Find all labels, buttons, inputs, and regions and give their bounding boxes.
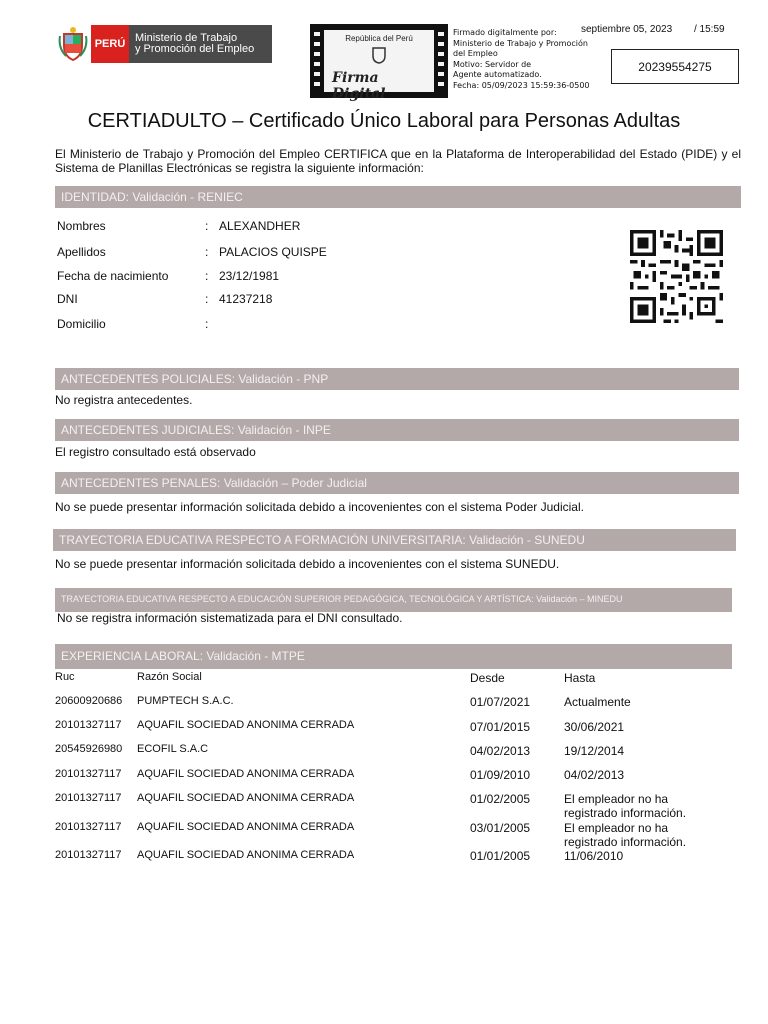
ministry-logo <box>55 24 272 64</box>
intro-paragraph: El Ministerio de Trabajo y Promoción del Empleo CERTIFICA que en la Plataforma de Interoperabilidad del Estado (PIDE) y el Sistema de Planillas Electrónicas se registra la siguiente información: <box>55 147 741 175</box>
criminal-section-text: No se puede presentar información solicitada debido a incovenientes con el sistema Poder Judicial. <box>55 500 584 514</box>
column-header-hasta: Hasta <box>564 671 596 685</box>
document-number: 20239554275 <box>611 49 739 84</box>
table-row-name: AQUAFIL SOCIEDAD ANONIMA CERRADA <box>137 768 355 780</box>
university-section-text: No se puede presentar información solicitada debido a incovenientes con el sistema SUNEDU. <box>55 557 560 571</box>
table-row-to: 11/06/2010 <box>564 849 624 863</box>
table-row-from: 01/01/2005 <box>470 849 531 863</box>
field-value-nombres: ALEXANDHER <box>219 219 301 233</box>
table-row-to: El empleador no ha registrado información. <box>564 821 687 849</box>
ministry-line-2: y Promoción del Empleo <box>135 43 255 55</box>
field-colon: : <box>205 292 209 306</box>
ministry-name <box>129 25 272 63</box>
field-colon: : <box>205 245 209 259</box>
field-label-birthdate: Fecha de nacimiento <box>57 269 169 283</box>
signature-line: Firmado digitalmente por: <box>453 28 557 37</box>
shield-icon <box>371 46 387 64</box>
table-row-to: 30/06/2021 <box>564 720 625 734</box>
field-colon: : <box>205 317 209 331</box>
signature-details <box>453 28 590 91</box>
table-row-name: PUMPTECH S.A.C. <box>137 695 234 707</box>
table-row-to: El empleador no ha registrado información. <box>564 792 687 820</box>
field-label-dni: DNI <box>57 292 78 306</box>
field-colon: : <box>205 269 209 283</box>
table-row-to: Actualmente <box>564 695 631 709</box>
issue-time: / 15:59 <box>694 24 725 35</box>
field-label-nombres: Nombres <box>57 219 106 233</box>
table-row-ruc: 20101327117 <box>55 792 122 804</box>
judicial-section-header: ANTECEDENTES JUDICIALES: Validación - INPE <box>55 419 739 441</box>
table-row-name: ECOFIL S.A.C <box>137 743 209 755</box>
table-row-name: AQUAFIL SOCIEDAD ANONIMA CERRADA <box>137 849 355 861</box>
field-colon: : <box>205 219 209 233</box>
table-row-ruc: 20101327117 <box>55 821 122 833</box>
police-section-header: ANTECEDENTES POLICIALES: Validación - PNP <box>55 368 739 390</box>
field-value-apellidos: PALACIOS QUISPE <box>219 245 327 259</box>
field-label-domicilio: Domicilio <box>57 317 106 331</box>
table-row-from: 01/07/2021 <box>470 695 531 709</box>
table-row-ruc: 20545926980 <box>55 743 123 755</box>
table-row-name: AQUAFIL SOCIEDAD ANONIMA CERRADA <box>137 821 355 833</box>
signature-line: del Empleo <box>453 49 498 58</box>
table-row-from: 01/02/2005 <box>470 792 531 806</box>
judicial-section-text: El registro consultado está observado <box>55 445 256 459</box>
identity-section-header: IDENTIDAD: Validación - RENIEC <box>55 186 741 208</box>
table-row-to: 04/02/2013 <box>564 768 625 782</box>
column-header-razon-social: Razón Social <box>137 671 202 683</box>
stamp-label: Firma Digital <box>332 70 386 102</box>
experience-section-header: EXPERIENCIA LABORAL: Validación - MTPE <box>55 644 732 669</box>
peru-label: PERÚ <box>91 25 129 63</box>
higher-education-section-header: TRAYECTORIA EDUCATIVA RESPECTO A EDUCACIÓN SUPERIOR PEDAGÓGICA, TECNOLÓGICA Y ARTÍSTICA: Validación – MINEDU <box>55 588 732 612</box>
digital-signature-stamp <box>310 24 448 102</box>
issue-date: septiembre 05, 2023 <box>581 24 673 35</box>
table-row-from: 04/02/2013 <box>470 744 531 758</box>
ministry-line-1: Ministerio de Trabajo <box>135 32 238 44</box>
criminal-section-header: ANTECEDENTES PENALES: Validación – Poder Judicial <box>55 472 739 494</box>
coat-of-arms-icon <box>55 24 91 64</box>
signature-line: Motivo: Servidor de <box>453 59 532 69</box>
table-row-name: AQUAFIL SOCIEDAD ANONIMA CERRADA <box>137 719 355 731</box>
field-label-apellidos: Apellidos <box>57 245 106 259</box>
table-row-from: 03/01/2005 <box>470 821 531 835</box>
table-row-ruc: 20101327117 <box>55 768 122 780</box>
field-value-birthdate: 23/12/1981 <box>219 269 280 283</box>
column-header-ruc: Ruc <box>55 671 75 683</box>
university-section-header: TRAYECTORIA EDUCATIVA RESPECTO A FORMACIÓN UNIVERSITARIA: Validación - SUNEDU <box>53 529 736 551</box>
table-row-from: 01/09/2010 <box>470 768 531 782</box>
signature-line: Agente automatizado. <box>453 70 542 79</box>
table-row-ruc: 20600920686 <box>55 695 123 707</box>
field-value-dni: 41237218 <box>219 292 273 306</box>
qr-code-icon <box>627 230 726 323</box>
higher-education-section-text: No se registra información sistematizada para el DNI consultado. <box>57 611 403 625</box>
table-row-to: 19/12/2014 <box>564 744 625 758</box>
table-row-name: AQUAFIL SOCIEDAD ANONIMA CERRADA <box>137 792 355 804</box>
page-title: CERTIADULTO – Certificado Único Laboral para Personas Adultas <box>87 110 681 132</box>
police-section-text: No registra antecedentes. <box>55 393 193 407</box>
stamp-republic: República del Perú <box>345 34 413 43</box>
signature-line: Ministerio de Trabajo y Promoción <box>453 38 588 48</box>
signature-line: Fecha: 05/09/2023 15:59:36-0500 <box>453 80 590 90</box>
table-row-ruc: 20101327117 <box>55 849 122 861</box>
table-row-from: 07/01/2015 <box>470 720 531 734</box>
table-row-ruc: 20101327117 <box>55 719 122 731</box>
column-header-desde: Desde <box>470 671 505 685</box>
